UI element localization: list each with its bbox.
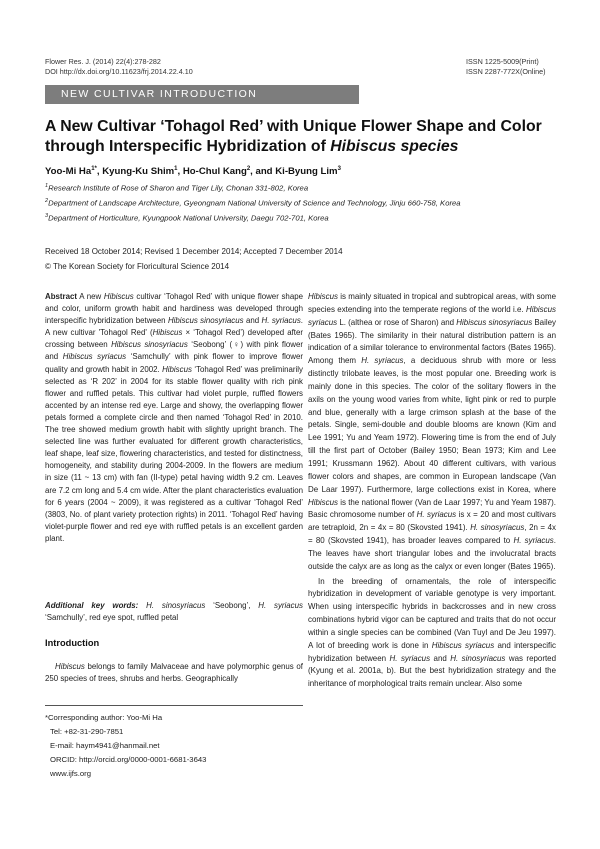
- abstract-text: ‘Samchully’ with pink flower to improve flower quality and growth habit in 2002.: [45, 352, 303, 374]
- author-4-sup: 3: [337, 166, 341, 172]
- body-text: , a deciduous shrub with more or less distinctly trilobate leaves, is the most popular one. Breeding work is mainly done in this species. The color of the solitary flowers in the axils on the young wood varies from white, light pink or red to purple and blue, generally with a large crimson splash at the base of the petals. Single, semi-double and double blooms are known (Kim and Lee 1991; Yu and Yeam 1972). Flowering time is from the end of July till the first part of October (Bailey 1950; Bean 1973; Kim and Lee 1991; Krussmann 1962). About 40 different cultivars, with various flower colors and shapes, are common in European landscape (Van De Laar 1997). Furthermore, large collections exist in Korea, where: [308, 356, 556, 494]
- body-text: is the national flower (Van de Laar 1997; Yu and Yeam 1987). Basic chromosome number of: [308, 497, 556, 520]
- title-species: Hibiscus species: [330, 138, 459, 155]
- article-dates: Received 18 October 2014; Revised 1 December 2014; Accepted 7 December 2014: [45, 247, 343, 256]
- author-sep: ,: [177, 166, 183, 178]
- author-2: Kyung-Ku Shim: [102, 166, 175, 178]
- issn-print: ISSN 1225-5009(Print): [466, 57, 539, 66]
- right-column: [308, 291, 556, 691]
- intro-text: belongs to family Malvaceae and have polymorphic genus of 250 species of trees, shrubs and herbs. Geographically: [45, 662, 303, 684]
- abstract-species: Hibiscus: [152, 328, 183, 338]
- body-text: and interspecific hybridization between: [308, 640, 556, 663]
- issn-online: ISSN 2287-772X(Online): [466, 67, 546, 76]
- keywords: [45, 600, 303, 624]
- author-list: [45, 166, 565, 177]
- author-3: Ho-Chul Kang: [182, 166, 247, 178]
- species-name: H. sinosyriacus: [470, 523, 525, 533]
- body-text: . The leaves have short triangular lobes and the involucratal bracts outside the calyx are as long as the calyx or even longer (Bates 1965).: [308, 536, 556, 571]
- author-and: , and: [250, 166, 276, 178]
- body-text: and: [430, 653, 451, 663]
- author-4: Ki-Byung Lim: [275, 166, 338, 178]
- abstract-label: Abstract: [45, 292, 78, 301]
- introduction-heading: Introduction: [45, 638, 100, 648]
- affiliation-1-sup: 1: [45, 183, 49, 189]
- abstract-text: ‘Seobong’ (♀) with pink flower and: [45, 340, 303, 362]
- copyright-line: © The Korean Society for Floricultural Science 2014: [45, 262, 230, 271]
- tel: Tel: +82-31-290-7851: [50, 727, 124, 736]
- species-name: H. syriacus: [513, 536, 554, 546]
- species-name: Hibiscus: [308, 292, 338, 301]
- email[interactable]: E-mail: haym4941@hanmail.net: [50, 741, 160, 750]
- body-text: was reported (Kyung et al. 2001a, b). But the best hybridization strategy and the inheritance of morphological traits remain unclear. Also some: [308, 653, 556, 689]
- section-banner: NEW CULTIVAR INTRODUCTION: [45, 85, 359, 104]
- journal-line: Flower Res. J. (2014) 22(4):278-282: [45, 57, 161, 66]
- corresponding-author-block: [45, 711, 303, 781]
- title-line-2-text: through Interspecific Hybridization of: [45, 138, 331, 155]
- body-text: is x = 20 and most cultivars are tetraploid, 2n = 4x = 80 (Skovsted 1941).: [308, 510, 556, 533]
- species-name: Hibiscus: [308, 497, 338, 507]
- species-name: H. sinosyriacus: [450, 653, 506, 663]
- body-text: In the breeding of ornamentals, the role of interspecific hybridization in development of variable genotype is very important. When using interspecific hybrids in backcrosses and in new cross combinations hybrid vigor can be captured and traits that do not occur within a single species can be combined (Van Tuyl and De Jeu 1997). A lot of breeding work is done in: [308, 576, 556, 650]
- affiliation-1-text: Research Institute of Rose of Sharon and Tiger Lily, Chonan 331-802, Korea: [48, 183, 309, 193]
- keyword-text: ‘Seobong’,: [205, 601, 259, 610]
- abstract-text: and: [243, 316, 262, 326]
- keyword-species: H. syriacus: [258, 601, 303, 610]
- species-name: Hibiscus sinosyriacus: [456, 317, 533, 327]
- affiliation-1: [45, 181, 585, 194]
- footnote-divider: [45, 705, 303, 706]
- species-name: H. syriacus: [389, 653, 431, 663]
- article-title: [45, 117, 565, 157]
- corresponding-author: *Corresponding author: Yoo-Mi Ha: [45, 713, 163, 722]
- orcid[interactable]: ORCID: http://orcid.org/0000-0001-6681-3643: [50, 755, 207, 764]
- affiliation-3-sup: 3: [45, 213, 49, 219]
- keywords-label: Additional key words:: [45, 601, 139, 610]
- affiliation-2-sup: 2: [45, 198, 49, 204]
- species-name: H. syriacus: [416, 510, 457, 520]
- author-1-sup: 1*: [91, 166, 97, 172]
- introduction-start: [45, 661, 303, 685]
- author-1: Yoo-Mi Ha: [45, 166, 92, 178]
- abstract-text: cultivar ‘Tohagol Red’ with unique flower shape and color, uniform growth habit and hardiness was developed through interspecific hybridization between: [45, 292, 303, 326]
- abstract-text: × ‘Tohagol Red’) developed after crossing between: [45, 328, 303, 350]
- keyword-species: H. sinosyriacus: [138, 601, 206, 610]
- abstract-species: H. syriacus: [261, 316, 301, 326]
- species-name: Hibiscus syriacus: [431, 640, 495, 650]
- website[interactable]: www.ijfs.org: [50, 769, 92, 778]
- issn-block: [466, 57, 546, 77]
- affiliation-2-text: Department of Landscape Architecture, Gyeongnam National University of Science and Technology, Jinju 660-758, Korea: [48, 198, 461, 208]
- doi-line[interactable]: DOI http://dx.doi.org/10.11623/frj.2014.22.4.10: [45, 67, 193, 76]
- abstract-species: Hibiscus sinosyriacus: [111, 340, 188, 350]
- abstract-text: . A new cultivar 'Tohagol Red' (: [45, 316, 303, 338]
- title-line-2: [45, 137, 565, 157]
- body-text: is mainly situated in tropical and subtropical areas, with some species extending into the temperate regions of the world i.e.: [308, 292, 556, 314]
- abstract-species: Hibiscus: [103, 292, 134, 301]
- abstract-species: Hibiscus: [162, 364, 192, 374]
- abstract-species: Hibiscus syriacus: [62, 352, 127, 362]
- affiliation-3: [45, 211, 585, 224]
- species-name: H. syriacus: [361, 356, 404, 366]
- abstract: [45, 291, 303, 545]
- author-2-sup: 1: [174, 166, 178, 172]
- affiliation-3-text: Department of Horticulture, Kyungpook National University, Daegu 702-701, Korea: [48, 213, 329, 223]
- abstract-species: Hibiscus sinosyriacus: [167, 316, 244, 326]
- abstract-text: ‘Tohagol Red’ was preliminarily selected as ‘R 202’ in 2004 for its stable flower quality with rich pink flower and ruffled petals. This cultivar had violet purple, ruffled flowers accented by an intense red eye. Large and showy, the overlapping flower petals formed a complete circle and then named ‘Tohagol Red’ in 2010. The tree showed medium growth habit with slightly upright branch. The selected line was further evaluated for different growth characteristics, leaf shape, leaf size, flowering characteristics, and tested for distinctness, homogeneity, and stability during 2004-2009. In the flowers are medium in size (11 ~ 13 cm) with fan (II-type) petal having width 9.2 cm. Leaves are 7.2 cm long and 5.4 cm wide. After the plant characteristics evaluation for 6 years (2004 ~ 2009), it was registered as a cultivar ‘Tohagol Red’ (3803, No. of plant variety protection rights) in 2011. ‘Tohagol Red’ having violet-purple flower and red eye with ruffled petals is an excellent garden plant.: [45, 364, 303, 543]
- author-3-sup: 2: [246, 166, 251, 172]
- journal-citation: [45, 57, 193, 77]
- keyword-text: ‘Samchully’, red eye spot, ruffled petal: [45, 613, 179, 623]
- body-text: Bailey (Bates 1965). The similarity in their natural distribution pattern is an indication of a similar tolerance to environmental factors (Bates 1965). Among them: [308, 317, 556, 366]
- body-text: , 2n = 4x = 80 (Skovsted 1941), has broader leaves compared to: [308, 523, 556, 546]
- intro-species: Hibiscus: [55, 662, 85, 671]
- species-name: Hibiscus syriacus: [308, 304, 556, 327]
- title-line-1: A New Cultivar ‘Tohagol Red’ with Unique Flower Shape and Color: [45, 118, 542, 135]
- abstract-text: A new: [77, 292, 104, 301]
- body-text: L. (althea or rose of Sharon) and: [337, 317, 457, 327]
- affiliation-2: [45, 196, 585, 209]
- author-sep: ,: [96, 166, 103, 178]
